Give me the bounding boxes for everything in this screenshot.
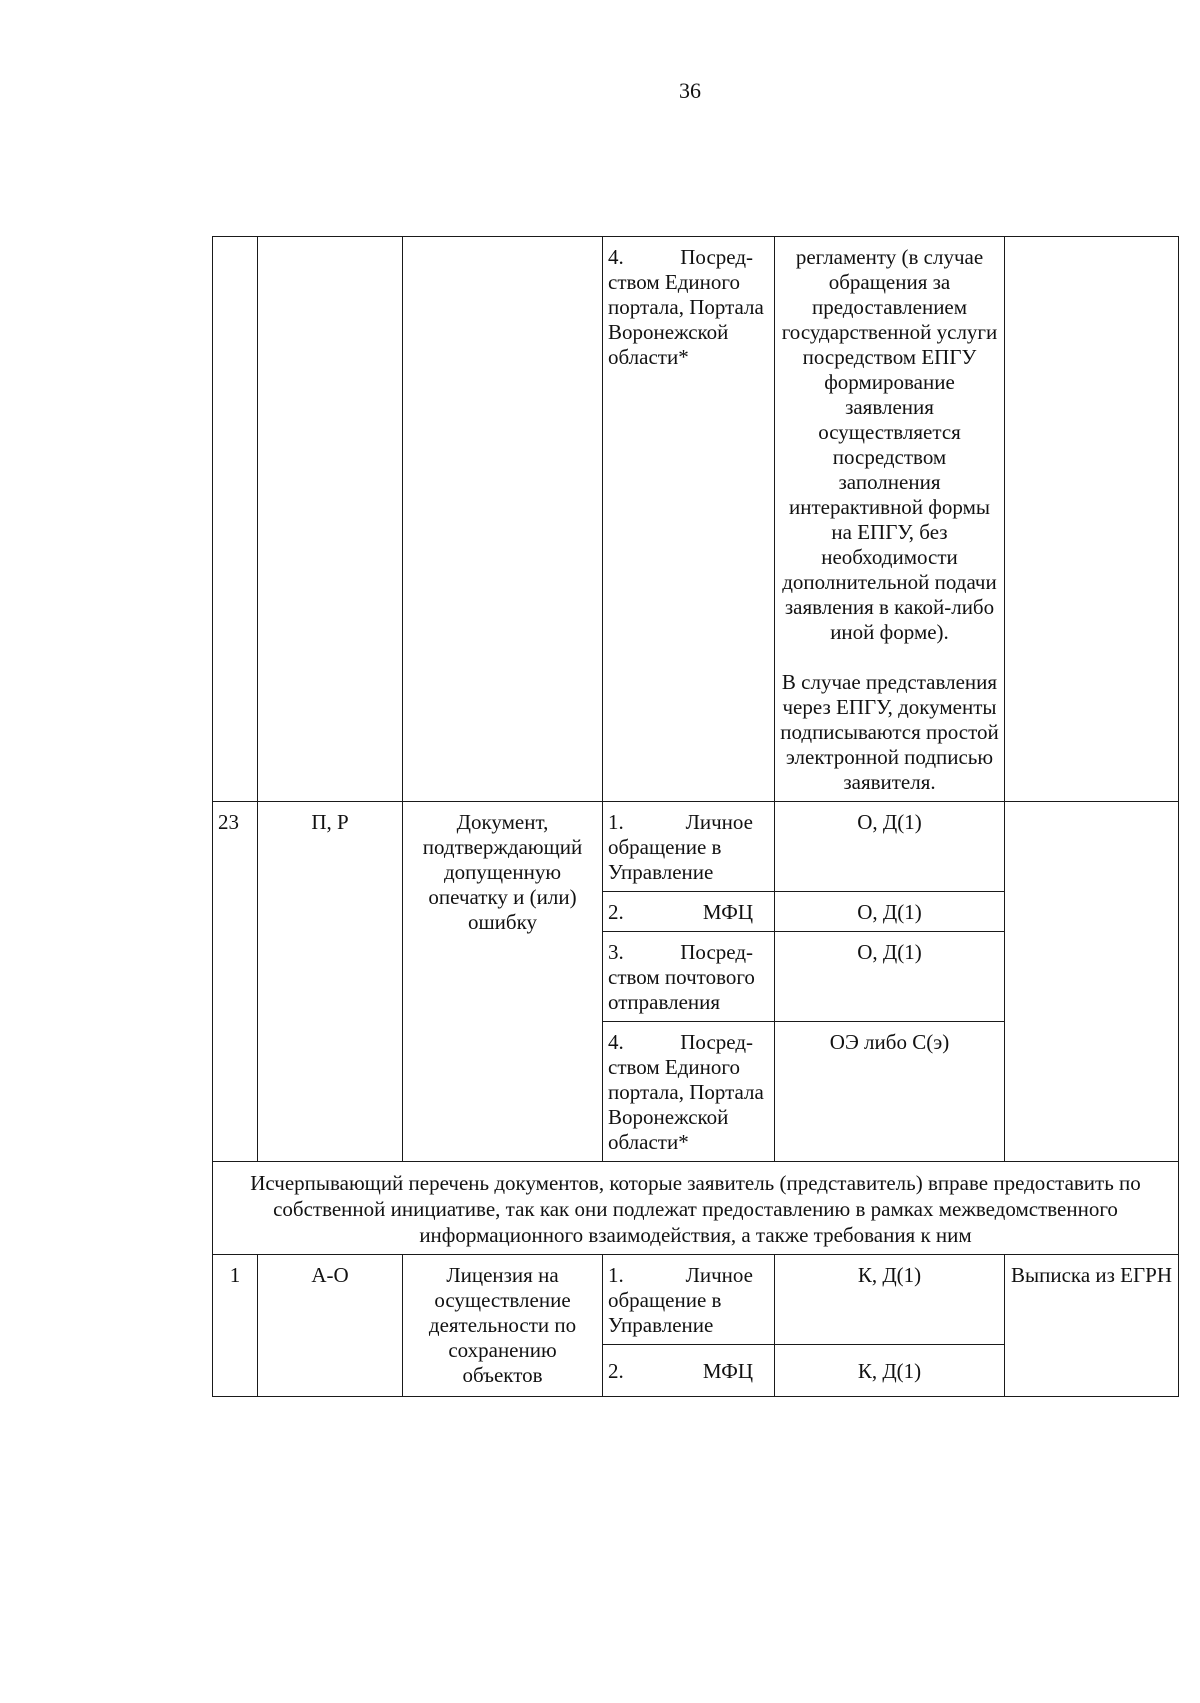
method-rest: обращение в Управление: [608, 1288, 722, 1337]
page-number: 36: [679, 78, 701, 103]
method-word: Личное: [685, 810, 753, 834]
cell-num-empty: [213, 237, 258, 802]
table-row: [213, 1255, 1179, 1345]
form-cell: ОЭ либо С(э): [775, 1022, 1005, 1162]
row-category: А-О: [258, 1255, 403, 1397]
cell-document-empty: [403, 237, 603, 802]
cell-category-empty: [258, 237, 403, 802]
note-cell: [775, 237, 1005, 802]
method-num: 2.: [608, 900, 624, 924]
row-number: 1: [213, 1255, 258, 1397]
section-header-row: [213, 1162, 1179, 1255]
form-cell: К, Д(1): [775, 1345, 1005, 1397]
method-num: 1.: [608, 810, 624, 834]
method-num: 2.: [608, 1359, 624, 1383]
method-rest: ством Единого портала, Портала Воронежской области*: [608, 1055, 764, 1154]
method-word: МФЦ: [702, 1359, 753, 1383]
continuation-row: [213, 237, 1179, 802]
note-paragraph-2: В случае представления через ЕПГУ, документы подписываются простой электронной подписью заявителя.: [780, 670, 999, 794]
table-row: [213, 802, 1179, 892]
cell-source-empty: [1005, 237, 1179, 802]
method-word: Посред-: [680, 940, 753, 964]
row-document: Документ, подтверждающий допущенную опечатку и (или) ошибку: [403, 802, 603, 1162]
method-cell: [603, 932, 775, 1022]
method-num: 3.: [608, 940, 624, 964]
section-header: Исчерпывающий перечень документов, которые заявитель (представитель) вправе предоставить по собственной инициативе, так как они подлежат предоставлению в рамках межведомственного информационного взаимодействия, а также требования к ним: [213, 1162, 1179, 1255]
method-num: 4.: [608, 1030, 624, 1054]
method-cell: [603, 1345, 775, 1397]
row-document: Лицензия на осуществление деятельности по сохранению объектов: [403, 1255, 603, 1397]
method-word: Личное: [685, 1263, 753, 1287]
documents-table: [212, 236, 1179, 1397]
cell-source-empty: [1005, 802, 1179, 1162]
method-cell: [603, 802, 775, 892]
method-cell: [603, 892, 775, 932]
row-source: Выписка из ЕГРН: [1005, 1255, 1179, 1397]
form-cell: О, Д(1): [775, 802, 1005, 892]
method-rest: ством Единого портала, Портала Воронежской области*: [608, 270, 764, 369]
method-word: Посред-: [680, 1030, 753, 1054]
row-category: П, Р: [258, 802, 403, 1162]
method-cell: [603, 237, 775, 802]
method-word: Посред-: [680, 245, 753, 269]
method-num: 1.: [608, 1263, 624, 1287]
row-number: 23: [213, 802, 258, 1162]
note-paragraph-1: регламенту (в случае обращения за предоставлением государственной услуги посредством ЕПГУ формирование заявления осуществляется посредством заполнения интерактивной формы на ЕПГУ, без необходимости дополнительной подачи заявления в какой-либо иной форме).: [781, 245, 998, 644]
form-cell: О, Д(1): [775, 892, 1005, 932]
form-cell: О, Д(1): [775, 932, 1005, 1022]
method-rest: ством почтового отправления: [608, 965, 755, 1014]
method-word: МФЦ: [702, 900, 753, 924]
form-cell: К, Д(1): [775, 1255, 1005, 1345]
method-rest: обращение в Управление: [608, 835, 722, 884]
method-cell: [603, 1255, 775, 1345]
method-num: 4.: [608, 245, 624, 269]
method-cell: [603, 1022, 775, 1162]
